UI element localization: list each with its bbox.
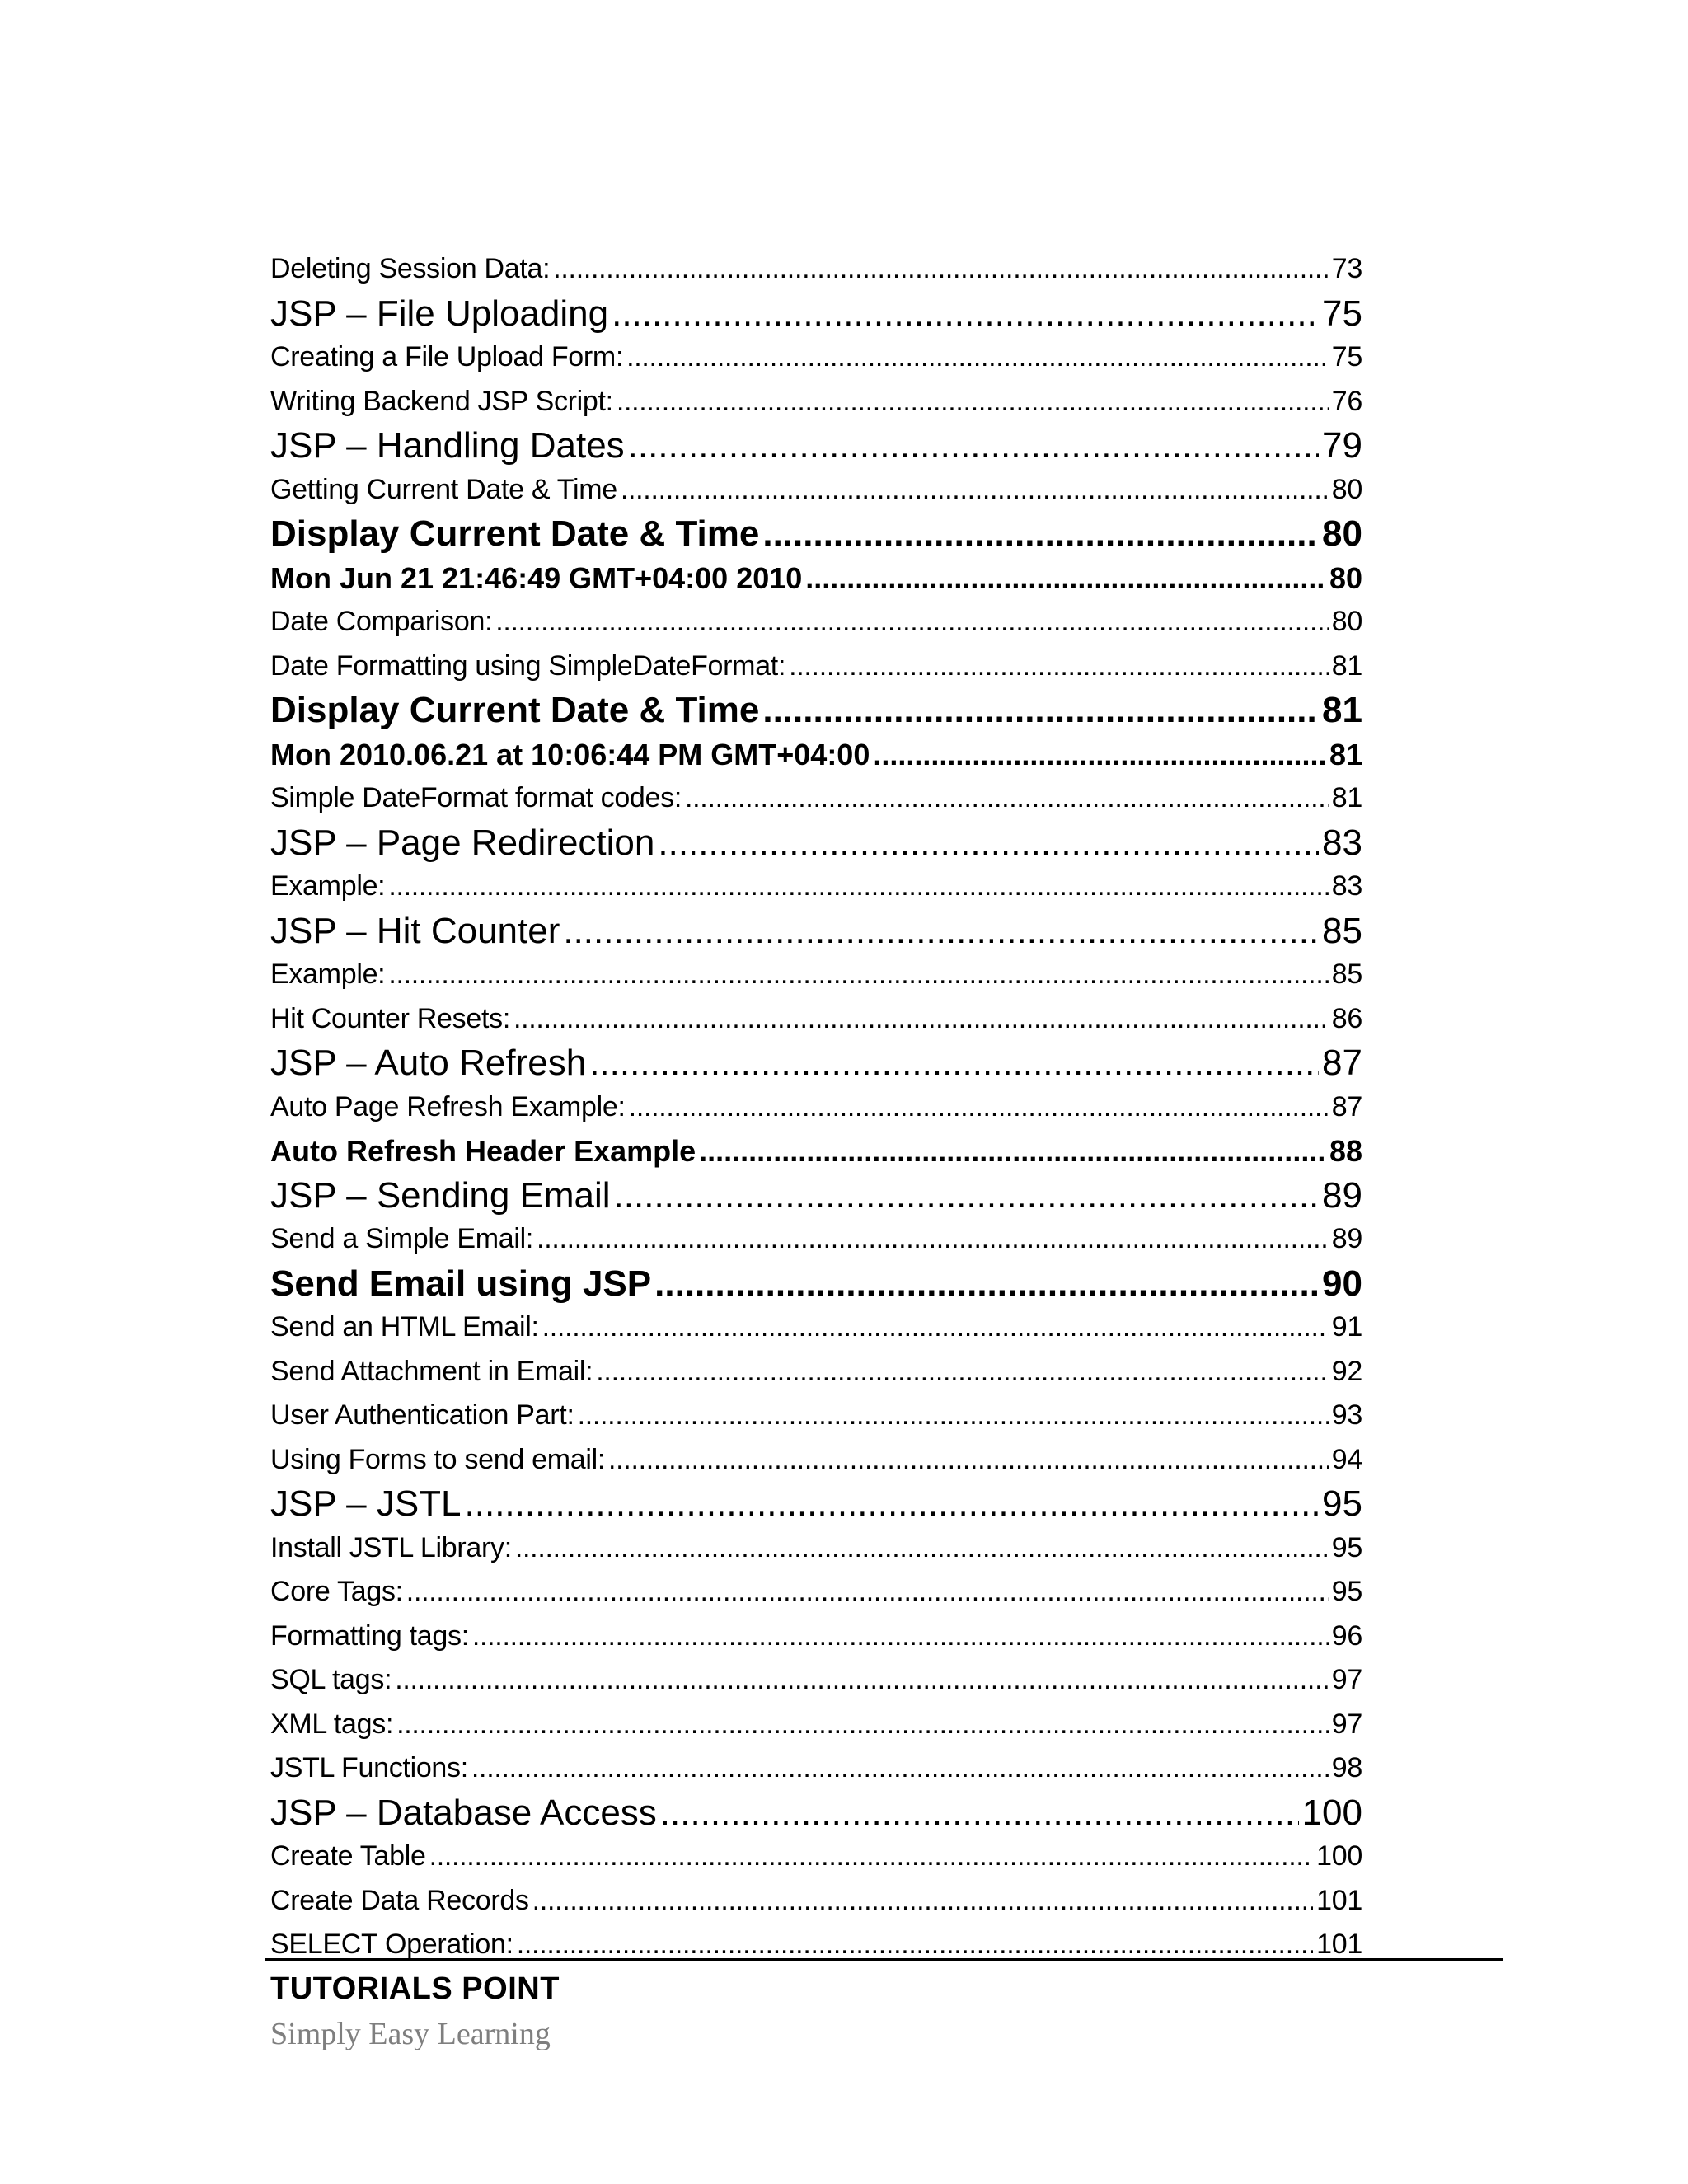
toc-entry[interactable] xyxy=(270,776,1362,821)
toc-entry-title: Send a Simple Email: xyxy=(270,1223,534,1254)
toc-entry[interactable] xyxy=(270,953,1362,997)
toc-dot-leader xyxy=(608,1438,1329,1483)
toc-entry-title: Hit Counter Resets: xyxy=(270,1002,510,1034)
toc-entry[interactable] xyxy=(270,997,1362,1042)
toc-entry-title: Create Table xyxy=(270,1840,426,1872)
toc-dot-leader xyxy=(513,997,1329,1042)
toc-entry-title: SELECT Operation: xyxy=(270,1929,513,1960)
toc-entry-title: JSP – Page Redirection xyxy=(270,822,655,863)
toc-entry-title: Deleting Session Data: xyxy=(270,253,551,284)
toc-entry-page-number: 88 xyxy=(1329,1134,1362,1168)
toc-dot-leader xyxy=(396,1703,1329,1747)
toc-entry-page-number: 73 xyxy=(1331,253,1362,284)
toc-entry-page-number: 80 xyxy=(1331,473,1362,505)
toc-entry-page-number: 87 xyxy=(1331,1090,1362,1122)
toc-entry-title: Creating a File Upload Form: xyxy=(270,341,624,373)
toc-entry-title: SQL tags: xyxy=(270,1664,392,1695)
toc-dot-leader xyxy=(685,776,1329,821)
toc-entry-page-number: 80 xyxy=(1322,513,1362,554)
toc-dot-leader xyxy=(537,1217,1329,1262)
toc-entry-title: Mon 2010.06.21 at 10:06:44 PM GMT+04:00 xyxy=(270,737,870,771)
toc-dot-leader xyxy=(626,335,1329,380)
toc-dot-leader xyxy=(654,1262,1319,1306)
toc-entry[interactable] xyxy=(270,380,1362,424)
toc-entry-title: Display Current Date & Time xyxy=(270,690,760,730)
toc-entry-title: Writing Backend JSP Script: xyxy=(270,385,613,417)
toc-entry-title: Core Tags: xyxy=(270,1576,403,1607)
toc-entry-page-number: 95 xyxy=(1331,1576,1362,1607)
toc-entry-page-number: 100 xyxy=(1316,1840,1362,1872)
toc-entry[interactable] xyxy=(270,1526,1362,1571)
toc-entry-title: Example: xyxy=(270,870,386,902)
toc-entry[interactable] xyxy=(270,1262,1362,1306)
toc-dot-leader xyxy=(532,1879,1314,1924)
toc-entry-page-number: 80 xyxy=(1331,606,1362,637)
toc-entry-page-number: 87 xyxy=(1322,1043,1362,1083)
toc-entry-page-number: 98 xyxy=(1331,1752,1362,1783)
toc-entry-title: Auto Page Refresh Example: xyxy=(270,1090,626,1122)
toc-entry-page-number: 92 xyxy=(1331,1355,1362,1387)
toc-entry-title: JSP – Database Access xyxy=(270,1792,657,1833)
toc-entry-page-number: 83 xyxy=(1322,822,1362,863)
toc-entry-page-number: 101 xyxy=(1316,1929,1362,1960)
toc-dot-leader xyxy=(578,1394,1329,1438)
toc-entry[interactable] xyxy=(270,644,1362,689)
toc-entry-title: XML tags: xyxy=(270,1708,394,1740)
toc-entry-title: Send Email using JSP xyxy=(270,1263,652,1304)
toc-entry[interactable] xyxy=(270,1438,1362,1483)
toc-entry[interactable] xyxy=(270,292,1362,336)
toc-entry-title: JSP – File Uploading xyxy=(270,293,609,334)
toc-entry[interactable] xyxy=(270,688,1362,733)
toc-entry-title: Using Forms to send email: xyxy=(270,1443,606,1475)
table-of-contents xyxy=(270,247,1362,1967)
toc-entry-page-number: 93 xyxy=(1331,1399,1362,1431)
toc-entry-title: JSTL Functions: xyxy=(270,1752,468,1783)
toc-dot-leader xyxy=(515,1526,1329,1571)
toc-entry-page-number: 83 xyxy=(1331,870,1362,902)
toc-dot-leader xyxy=(495,600,1329,644)
toc-entry-title: Date Comparison: xyxy=(270,606,493,637)
toc-entry-page-number: 75 xyxy=(1331,341,1362,373)
toc-entry-page-number: 97 xyxy=(1331,1708,1362,1740)
toc-entry-title: Simple DateFormat format codes: xyxy=(270,782,682,813)
toc-entry-title: Send Attachment in Email: xyxy=(270,1355,593,1387)
toc-entry[interactable] xyxy=(270,1746,1362,1791)
toc-entry-page-number: 85 xyxy=(1331,958,1362,990)
toc-entry-page-number: 89 xyxy=(1331,1223,1362,1254)
toc-entry-title: Mon Jun 21 21:46:49 GMT+04:00 2010 xyxy=(270,560,803,595)
toc-entry[interactable] xyxy=(270,512,1362,556)
footer-brand: TUTORIALS POINT xyxy=(270,1971,560,2006)
toc-entry-page-number: 96 xyxy=(1331,1619,1362,1652)
toc-entry-title: JSP – JSTL xyxy=(270,1483,462,1524)
toc-entry[interactable] xyxy=(270,335,1362,380)
toc-entry-page-number: 100 xyxy=(1301,1792,1362,1833)
toc-entry[interactable] xyxy=(270,865,1362,909)
toc-entry-title: Auto Refresh Header Example xyxy=(270,1134,696,1168)
toc-dot-leader xyxy=(388,953,1328,997)
footer-tagline: Simply Easy Learning xyxy=(270,2017,551,2051)
toc-entry-page-number: 75 xyxy=(1322,293,1362,334)
toc-entry-page-number: 81 xyxy=(1322,690,1362,730)
toc-dot-leader xyxy=(614,1174,1320,1218)
toc-entry[interactable] xyxy=(270,1085,1362,1130)
toc-entry[interactable] xyxy=(270,424,1362,468)
toc-dot-leader xyxy=(805,556,1326,601)
toc-dot-leader xyxy=(388,865,1328,909)
toc-entry-title: Create Data Records xyxy=(270,1884,529,1916)
toc-entry-page-number: 89 xyxy=(1322,1174,1362,1216)
toc-entry[interactable] xyxy=(270,600,1362,644)
toc-entry-page-number: 85 xyxy=(1322,910,1362,951)
toc-dot-leader xyxy=(617,380,1329,424)
toc-entry-page-number: 95 xyxy=(1322,1483,1362,1524)
toc-dot-leader xyxy=(472,1615,1329,1659)
toc-entry-title: JSP – Sending Email xyxy=(270,1174,611,1216)
toc-entry[interactable] xyxy=(270,1129,1362,1174)
toc-entry-page-number: 90 xyxy=(1322,1263,1362,1304)
toc-entry[interactable] xyxy=(270,556,1362,601)
footer-divider xyxy=(265,1958,1503,1961)
toc-dot-leader xyxy=(628,424,1319,468)
toc-dot-leader xyxy=(873,733,1326,777)
toc-entry-page-number: 101 xyxy=(1316,1884,1362,1916)
toc-entry-title: Send an HTML Email: xyxy=(270,1311,539,1343)
toc-entry-title: JSP – Auto Refresh xyxy=(270,1043,587,1083)
toc-entry[interactable] xyxy=(270,909,1362,954)
toc-entry[interactable] xyxy=(270,468,1362,513)
toc-dot-leader xyxy=(542,1305,1329,1350)
toc-entry-title: Formatting tags: xyxy=(270,1619,469,1652)
toc-dot-leader xyxy=(465,1482,1320,1526)
toc-entry[interactable] xyxy=(270,821,1362,865)
toc-entry[interactable] xyxy=(270,1570,1362,1615)
toc-entry-page-number: 95 xyxy=(1331,1531,1362,1563)
toc-dot-leader xyxy=(629,1085,1329,1130)
toc-dot-leader xyxy=(553,247,1329,292)
toc-entry[interactable] xyxy=(270,1394,1362,1438)
toc-dot-leader xyxy=(612,292,1319,336)
toc-dot-leader xyxy=(762,688,1319,733)
toc-entry-title: JSP – Handling Dates xyxy=(270,425,625,466)
toc-entry[interactable] xyxy=(270,1658,1362,1703)
toc-entry[interactable] xyxy=(270,1615,1362,1659)
toc-entry-page-number: 86 xyxy=(1331,1002,1362,1034)
toc-dot-leader xyxy=(596,1350,1329,1394)
toc-entry[interactable] xyxy=(270,247,1362,292)
toc-entry-page-number: 81 xyxy=(1331,782,1362,813)
toc-dot-leader xyxy=(471,1746,1329,1791)
toc-entry[interactable] xyxy=(270,1174,1362,1218)
toc-entry-page-number: 94 xyxy=(1331,1443,1362,1475)
toc-entry[interactable] xyxy=(270,1879,1362,1924)
toc-entry[interactable] xyxy=(270,1791,1362,1835)
toc-entry[interactable] xyxy=(270,1305,1362,1350)
toc-dot-leader xyxy=(699,1129,1326,1174)
toc-dot-leader xyxy=(621,468,1329,513)
toc-entry-title: JSP – Hit Counter xyxy=(270,910,560,951)
toc-dot-leader xyxy=(563,909,1319,954)
toc-dot-leader xyxy=(429,1835,1314,1879)
toc-entry[interactable] xyxy=(270,1482,1362,1526)
toc-dot-leader xyxy=(589,1041,1319,1085)
toc-entry[interactable] xyxy=(270,1703,1362,1747)
toc-entry[interactable] xyxy=(270,733,1362,777)
toc-entry-page-number: 76 xyxy=(1331,385,1362,417)
toc-entry-page-number: 97 xyxy=(1331,1664,1362,1695)
toc-entry-title: User Authentication Part: xyxy=(270,1399,574,1431)
toc-entry[interactable] xyxy=(270,1835,1362,1879)
toc-dot-leader xyxy=(660,1791,1299,1835)
toc-entry-title: Display Current Date & Time xyxy=(270,513,760,554)
toc-entry-title: Getting Current Date & Time xyxy=(270,473,617,505)
toc-entry-page-number: 79 xyxy=(1322,425,1362,466)
toc-entry-title: Date Formatting using SimpleDateFormat: xyxy=(270,649,786,682)
toc-dot-leader xyxy=(658,821,1319,865)
toc-entry-title: Example: xyxy=(270,958,386,990)
toc-entry[interactable] xyxy=(270,1217,1362,1262)
toc-entry[interactable] xyxy=(270,1350,1362,1394)
toc-entry-page-number: 81 xyxy=(1331,649,1362,682)
toc-dot-leader xyxy=(762,512,1319,556)
toc-entry-page-number: 91 xyxy=(1331,1311,1362,1343)
toc-entry-title: Install JSTL Library: xyxy=(270,1531,512,1563)
toc-dot-leader xyxy=(789,644,1329,689)
toc-entry-page-number: 81 xyxy=(1329,737,1362,771)
toc-dot-leader xyxy=(406,1570,1329,1615)
toc-entry[interactable] xyxy=(270,1041,1362,1085)
toc-dot-leader xyxy=(395,1658,1329,1703)
toc-entry-page-number: 80 xyxy=(1329,560,1362,595)
